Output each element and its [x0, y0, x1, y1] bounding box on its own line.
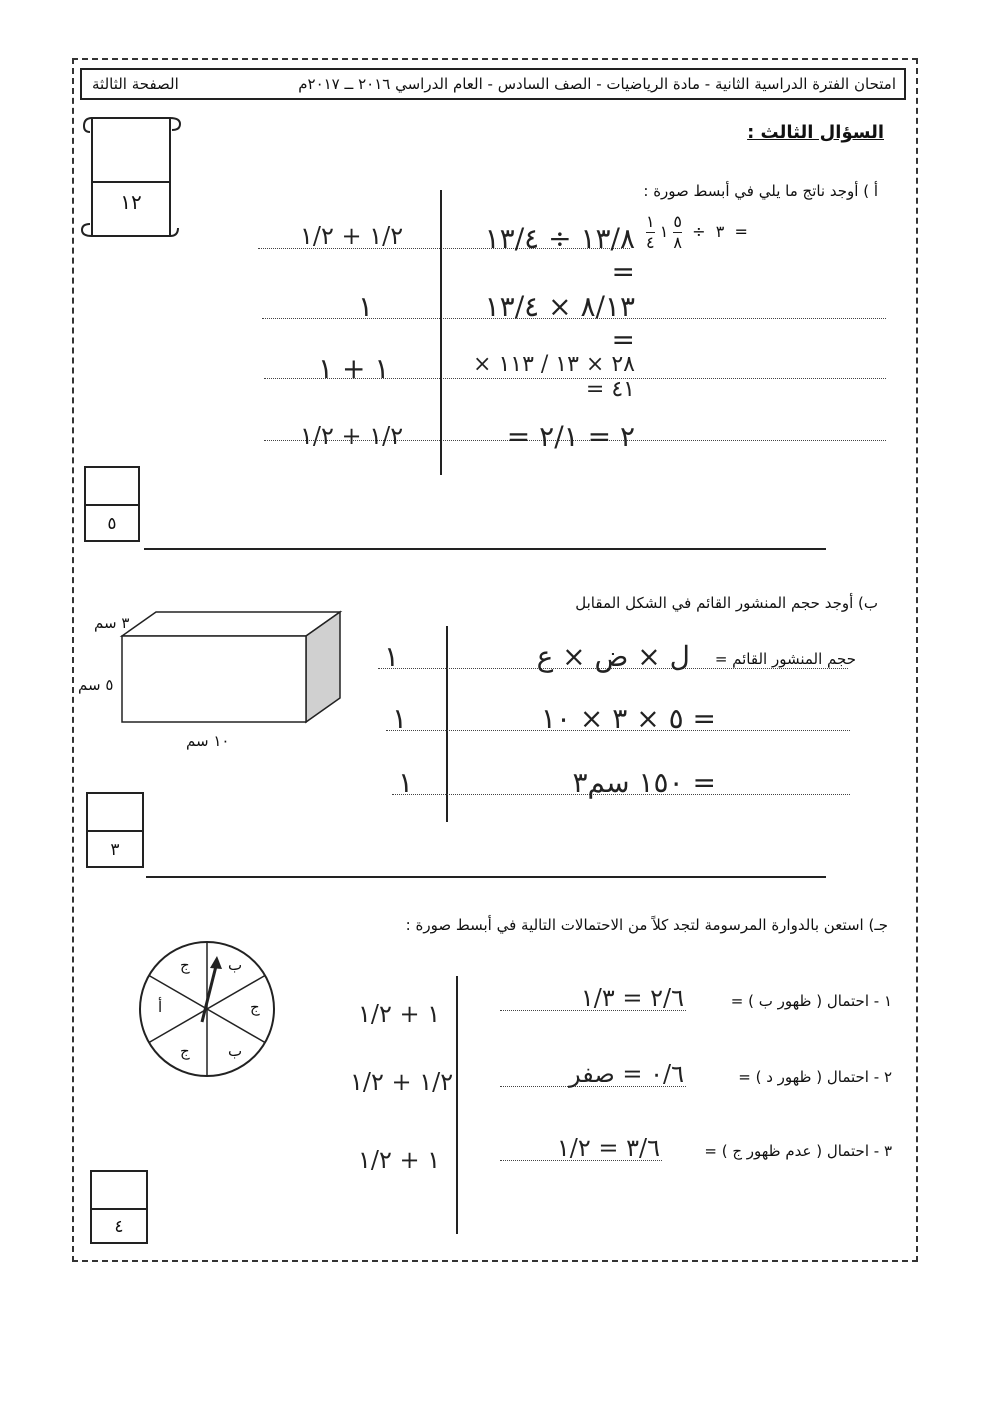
scroll-score-box	[76, 110, 190, 242]
whole2: ٣	[715, 222, 725, 241]
work-a2: ٨/١٣ × ١٣/٤ =	[484, 290, 635, 356]
spinner-label-4: ج	[180, 1042, 190, 1060]
spinner-label-5: أ	[158, 998, 163, 1016]
spinner-label-1: ب	[228, 956, 243, 974]
score-box-c	[90, 1170, 148, 1244]
dim-length: ١٠ سم	[186, 732, 230, 750]
work-b1: ل × ض × ع	[536, 640, 690, 673]
score-box-a	[84, 466, 140, 542]
num2: ١	[646, 212, 655, 231]
question-title: السؤال الثالث :	[747, 122, 884, 143]
score-c: ٤	[114, 1217, 124, 1237]
equals: =	[734, 222, 748, 241]
work-a1: ١٣/٨ ÷ ١٣/٤ =	[484, 222, 635, 288]
den1: ٨	[673, 233, 682, 252]
mark-a3: ١ + ١	[318, 352, 390, 385]
work-b3: = ١٥٠ سم٣	[572, 766, 716, 799]
header-title: امتحان الفترة الدراسية الثانية - مادة الرياضيات - الصف السادس - العام الدراسي ٢٠١٦ ــ ٢٠١٧م	[298, 75, 896, 93]
part-a-expression	[646, 212, 846, 272]
work-b2: = ٥ × ٣ × ١٠	[540, 702, 716, 735]
scroll-score-value: ١٢	[120, 190, 142, 214]
mark-a2: ١	[358, 290, 374, 323]
separator-1	[144, 548, 826, 550]
part-b-instruction: ب) أوجد حجم المنشور القائم في الشكل المقابل	[575, 594, 878, 612]
prism-figure	[118, 608, 348, 728]
mark-b3: ١	[398, 766, 414, 799]
exam-header	[80, 68, 906, 100]
spinner-labels	[136, 938, 278, 1080]
formula-label: حجم المنشور القائم =	[714, 650, 856, 668]
part-a-divider	[440, 190, 442, 475]
score-box-b	[86, 792, 144, 868]
spinner-label-6: ج	[180, 956, 190, 974]
part-c-instruction: جـ) استعن بالدوارة المرسومة لتجد كلاً من الاحتمالات التالية في أبسط صورة :	[405, 916, 888, 934]
num1: ٥	[673, 212, 682, 231]
spinner-label-2: ج	[250, 998, 260, 1016]
op-divide: ÷	[692, 222, 706, 241]
score-b: ٣	[110, 840, 120, 860]
whole1: ١	[659, 222, 669, 241]
prob-item-3: ٣ - احتمال ( عدم ظهور ج ) =	[704, 1142, 892, 1160]
mark-c1: ١ + ١/٢	[358, 1000, 441, 1028]
den2: ٤	[646, 233, 655, 252]
answer-c2: ٠/٦ = صفر	[568, 1060, 684, 1088]
separator-2	[146, 876, 826, 878]
work-a3: ٢٨ × ١٣ / ١١٣ × ٤١ =	[473, 352, 635, 402]
part-b-divider	[446, 626, 448, 822]
part-c-divider	[456, 976, 458, 1234]
spinner-label-3: ب	[228, 1042, 243, 1060]
dim-depth: ٣ سم	[94, 614, 130, 632]
dim-height: ٥ سم	[78, 676, 114, 694]
mark-b2: ١	[392, 702, 408, 735]
answer-c3: ٣/٦ = ١/٢	[556, 1134, 660, 1162]
mark-b1: ١	[384, 640, 400, 673]
mark-c2: ١/٢ + ١/٢	[350, 1068, 454, 1096]
prob-item-1: ١ - احتمال ( ظهور ب ) =	[730, 992, 892, 1010]
answer-c1: ٢/٦ = ١/٣	[580, 984, 684, 1012]
mark-a4: ١/٢ + ١/٢	[300, 422, 404, 450]
part-a-instruction: أ ) أوجد ناتج ما يلي في أبسط صورة :	[643, 182, 878, 200]
work-a4: ٢ = ٢/١ =	[506, 420, 635, 453]
prob-item-2: ٢ - احتمال ( ظهور د ) =	[738, 1068, 892, 1086]
page-label: الصفحة الثالثة	[92, 75, 179, 93]
mark-a1: ١/٢ + ١/٢	[300, 222, 404, 250]
score-a: ٥	[107, 514, 117, 534]
mark-c3: ١ + ١/٢	[358, 1146, 441, 1174]
